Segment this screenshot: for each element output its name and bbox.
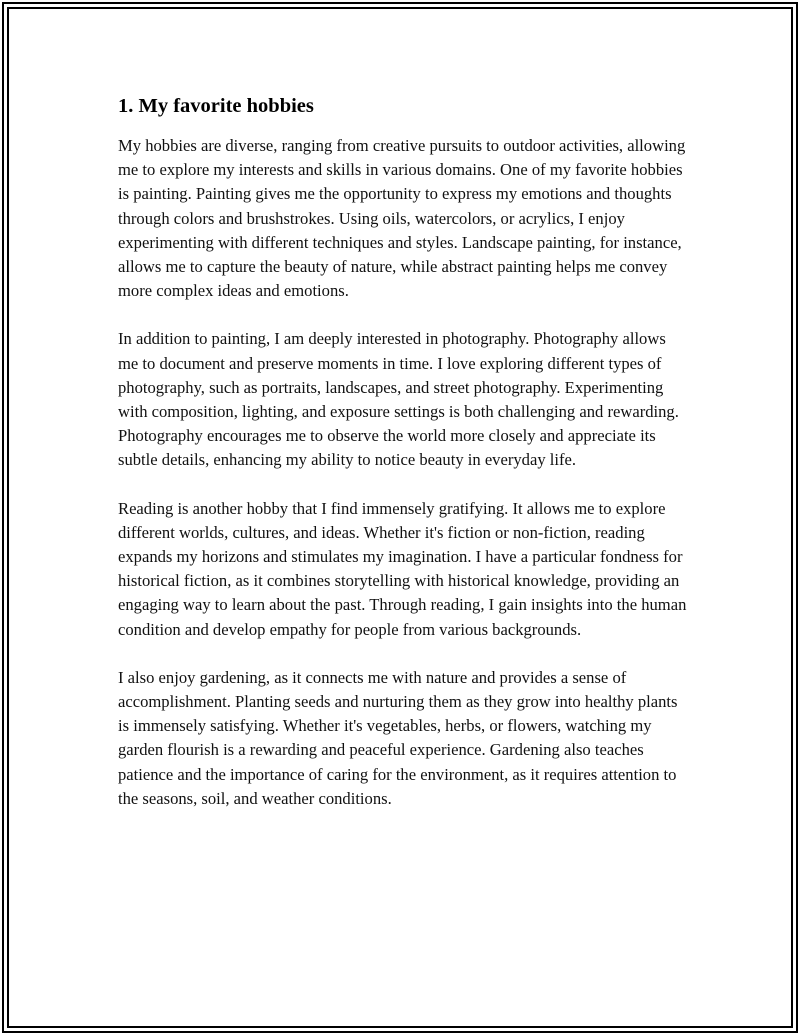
paragraph-photography: In addition to painting, I am deeply interested in photography. Photography allows me to document and preserve moments in time. I love exploring different types of photography, such as portraits, landscapes, and street photography. Experimenting with composition, lighting, and exposure settings is both challenging and rewarding. Photography encourages me to observe the world more closely and appreciate its subtle details, enhancing my ability to notice beauty in everyday life. xyxy=(118,329,679,470)
paragraph-painting: My hobbies are diverse, ranging from creative pursuits to outdoor activities, allowing me to explore my interests and skills in various domains. One of my favorite hobbies is painting. Painting gives me the opportunity to express my emotions and thoughts through colors and brushstrokes. Using oils, watercolors, or acrylics, I enjoy experimenting with different techniques and styles. Landscape painting, for instance, allows me to capture the beauty of nature, while abstract painting helps me convey more complex ideas and emotions. xyxy=(118,136,686,301)
document-body xyxy=(118,92,688,835)
paragraph-gardening: I also enjoy gardening, as it connects me with nature and provides a sense of accomplishment. Planting seeds and nurturing them as they grow into healthy plants is immensely satisfying. Whether it's vegetables, herbs, or flowers, watching my garden flourish is a rewarding and peaceful experience. Gardening also teaches patience and the importance of caring for the environment, as it requires attention to the seasons, soil, and weather conditions. xyxy=(118,667,678,808)
paragraph-reading: Reading is another hobby that I find immensely gratifying. It allows me to explore different worlds, cultures, and ideas. Whether it's fiction or non-fiction, reading expands my horizons and stimulates my imagination. I have a particular fondness for historical fiction, as it combines storytelling with historical knowledge, providing an engaging way to learn about the past. Through reading, I gain insights into the human condition and develop empathy for people from various backgrounds. xyxy=(118,498,687,639)
section-title: 1. My favorite hobbies xyxy=(118,95,314,117)
